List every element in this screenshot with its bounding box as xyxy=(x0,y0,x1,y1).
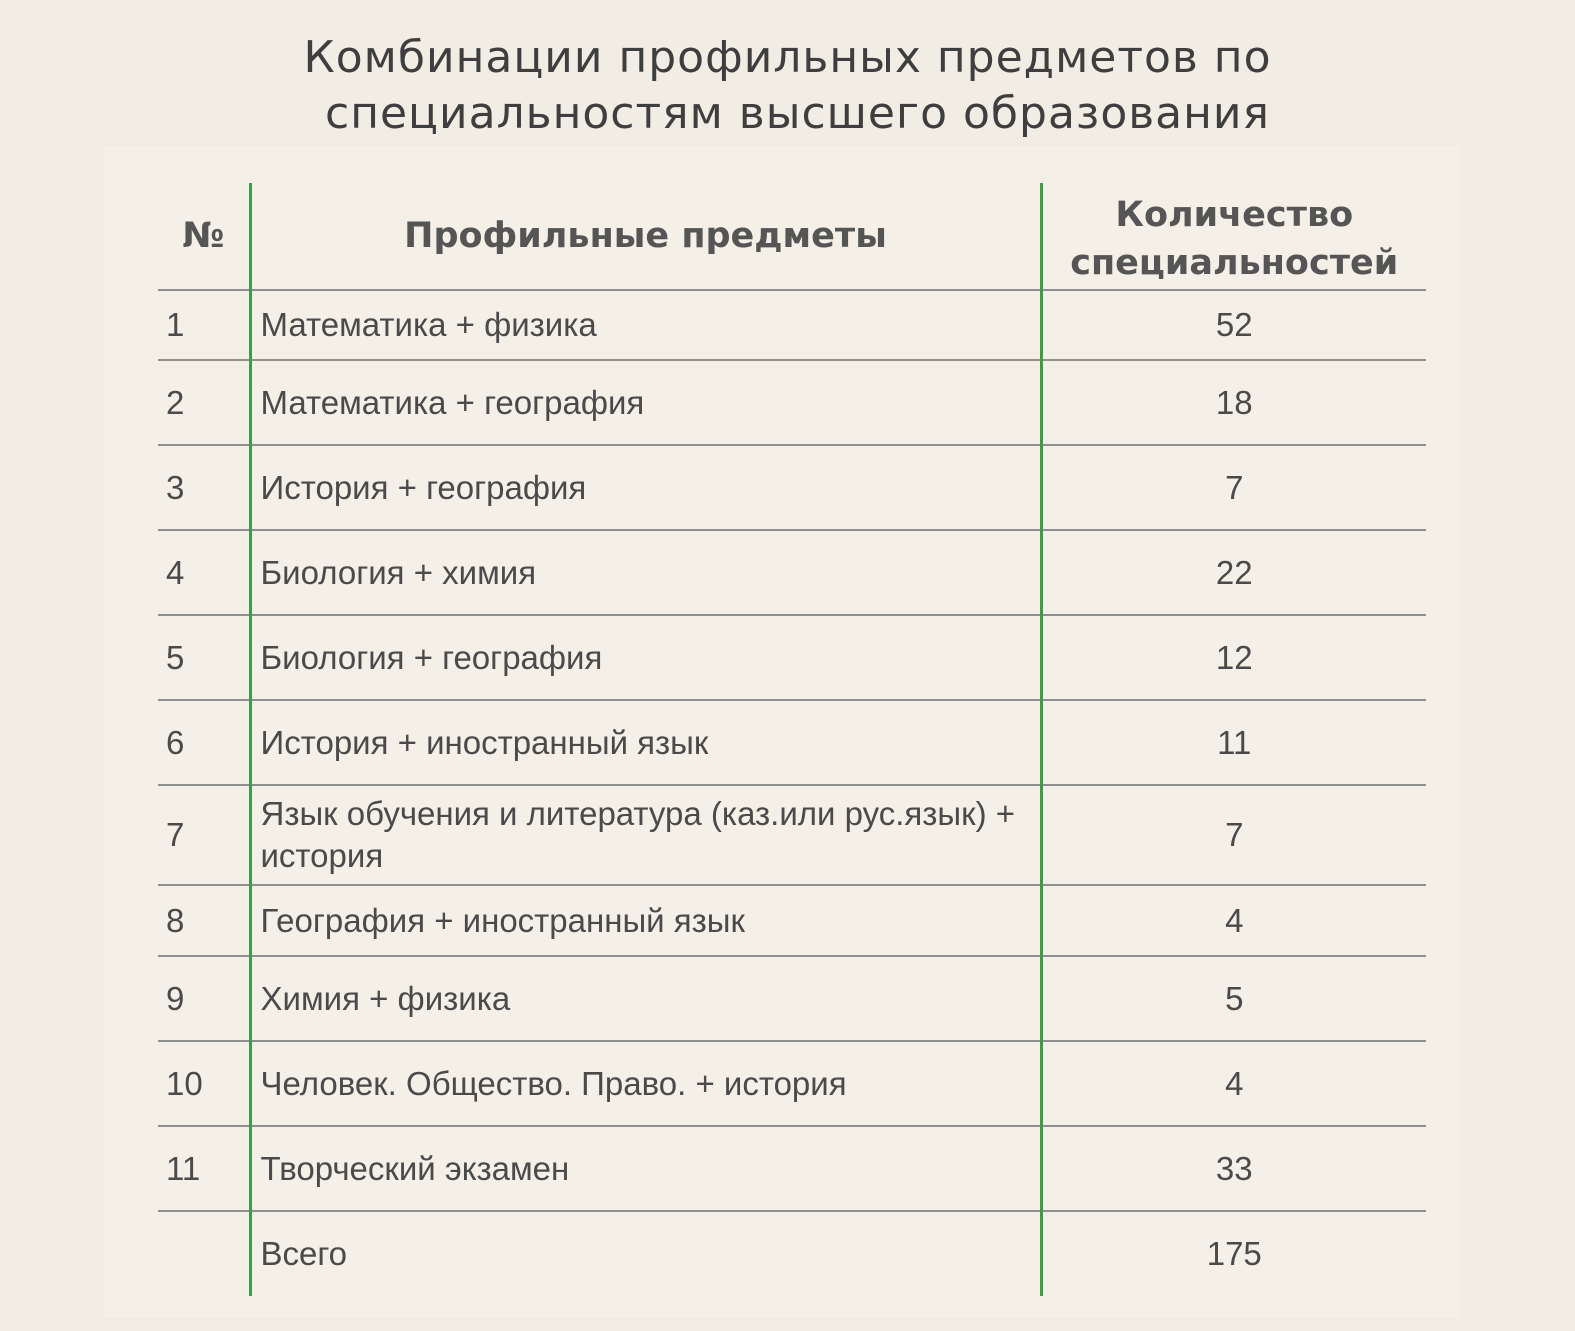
table-row xyxy=(158,445,1426,530)
row-subjects: Биология + химия xyxy=(250,530,1041,615)
table-row xyxy=(158,360,1426,445)
table-row xyxy=(158,1041,1426,1126)
total-number xyxy=(158,1211,250,1296)
row-number: 8 xyxy=(158,885,250,956)
table-row xyxy=(158,530,1426,615)
total-label: Всего xyxy=(250,1211,1041,1296)
row-subjects: География + иностранный язык xyxy=(250,885,1041,956)
table-row xyxy=(158,290,1426,360)
row-number: 1 xyxy=(158,290,250,360)
row-number: 3 xyxy=(158,445,250,530)
row-count: 18 xyxy=(1041,360,1426,445)
row-number: 2 xyxy=(158,360,250,445)
page-title xyxy=(0,30,1575,142)
title-line-1: Комбинации профильных предметов по xyxy=(303,32,1272,83)
row-count: 12 xyxy=(1041,615,1426,700)
table-row xyxy=(158,1126,1426,1211)
table-total-row xyxy=(158,1211,1426,1296)
row-count: 4 xyxy=(1041,1041,1426,1126)
row-subjects: Творческий экзамен xyxy=(250,1126,1041,1211)
row-subjects: Математика + география xyxy=(250,360,1041,445)
table-header-row xyxy=(158,183,1426,290)
header-number: № xyxy=(158,183,250,290)
table-row xyxy=(158,785,1426,885)
row-count: 52 xyxy=(1041,290,1426,360)
table-row xyxy=(158,615,1426,700)
header-count: Количество специальностей xyxy=(1041,183,1426,290)
row-count: 22 xyxy=(1041,530,1426,615)
table-row xyxy=(158,885,1426,956)
row-subjects: Химия + физика xyxy=(250,956,1041,1041)
row-subjects: История + география xyxy=(250,445,1041,530)
header-subjects: Профильные предметы xyxy=(250,183,1041,290)
row-number: 11 xyxy=(158,1126,250,1211)
row-subjects: Биология + география xyxy=(250,615,1041,700)
row-count: 4 xyxy=(1041,885,1426,956)
row-subjects: Язык обучения и литература (каз.или рус.язык) + история xyxy=(250,785,1041,885)
table-row xyxy=(158,700,1426,785)
total-count: 175 xyxy=(1041,1211,1426,1296)
row-number: 7 xyxy=(158,785,250,885)
row-count: 33 xyxy=(1041,1126,1426,1211)
row-number: 4 xyxy=(158,530,250,615)
row-subjects: Человек. Общество. Право. + история xyxy=(250,1041,1041,1126)
row-number: 10 xyxy=(158,1041,250,1126)
row-subjects: Математика + физика xyxy=(250,290,1041,360)
subject-combinations-table xyxy=(158,183,1426,1296)
title-line-2: специальностям высшего образования xyxy=(325,88,1270,139)
row-count: 11 xyxy=(1041,700,1426,785)
row-subjects: История + иностранный язык xyxy=(250,700,1041,785)
row-count: 7 xyxy=(1041,785,1426,885)
row-count: 7 xyxy=(1041,445,1426,530)
table-row xyxy=(158,956,1426,1041)
row-count: 5 xyxy=(1041,956,1426,1041)
row-number: 9 xyxy=(158,956,250,1041)
row-number: 6 xyxy=(158,700,250,785)
row-number: 5 xyxy=(158,615,250,700)
